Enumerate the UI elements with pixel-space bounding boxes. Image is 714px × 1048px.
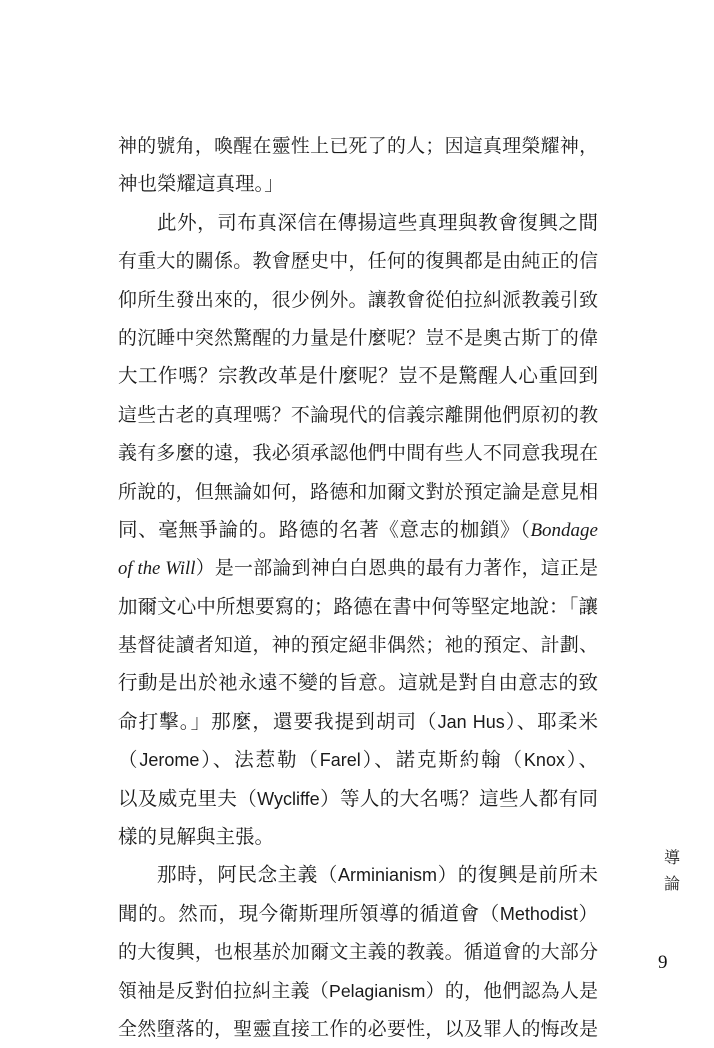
- text-line: [118, 549, 598, 587]
- text-run: 這些古老的真理嗎？不論現代的信義宗離開他們原初的教: [118, 403, 598, 426]
- latin-name: Methodist: [499, 903, 578, 924]
- text-run: ）是一部論到神白白恩典的最有力著作，這正是: [195, 557, 599, 580]
- text-run: 仰所生發出來的，很少例外。讓教會從伯拉糾派教義引致: [118, 288, 598, 311]
- text-line: [118, 933, 598, 971]
- text-run: 大工作嗎？宗教改革是什麼呢？豈不是驚醒人心重回到: [118, 364, 598, 388]
- text-run: 義有多麼的遠，我必須承認他們中間有些人不同意我現在: [118, 442, 598, 465]
- text-run: 全然墮落的，聖靈直接工作的必要性，以及罪人的悔改是: [118, 1017, 598, 1040]
- text-line: [118, 165, 598, 203]
- text-run: （: [118, 748, 140, 772]
- text-run: 的沉睡中突然驚醒的力量是什麼呢？豈不是奧古斯丁的偉: [118, 326, 598, 349]
- text-run: ）、: [564, 748, 598, 772]
- paragraph-start-line: [118, 204, 598, 242]
- text-run: ）、法惹勒（: [199, 748, 320, 772]
- text-run: 領袖是反對伯拉糾主義（: [118, 980, 330, 1002]
- text-run: ）等人的大名嗎？這些人都有同: [319, 786, 598, 810]
- text-run: 神也榮耀這真理。」: [118, 172, 284, 196]
- text-line: [118, 780, 598, 818]
- text-run: 有重大的關係。教會歷史中，任何的復興都是由純正的信: [118, 250, 598, 273]
- text-line: [118, 473, 598, 511]
- page-number: 9: [658, 952, 668, 973]
- text-run: 神的號角，喚醒在靈性上已死了的人；因這真理榮耀神，: [118, 135, 598, 157]
- text-run: 加爾文心中所想要寫的；路德在書中何等堅定地說：「讓: [118, 594, 598, 618]
- latin-title: of the Will: [118, 558, 196, 580]
- text-run: 以及威克里夫（: [118, 786, 258, 810]
- text-line: [118, 1010, 598, 1048]
- side-label-char: 論: [663, 874, 680, 893]
- text-run: ）、耶柔米: [504, 709, 598, 733]
- text-line: [118, 703, 598, 741]
- text-run: 基督徒讀者知道，神的預定絕非偶然；祂的預定、計劃、: [118, 634, 598, 657]
- text-run: 那時，阿民念主義（: [157, 863, 339, 887]
- text-line: [118, 626, 598, 664]
- text-line: [118, 396, 598, 434]
- text-line: [118, 664, 598, 702]
- text-line: [118, 281, 598, 319]
- latin-name: Wycliffe: [257, 788, 320, 809]
- text-line: [118, 511, 598, 549]
- text-line: [118, 895, 598, 933]
- text-run: 的大復興，也根基於加爾文主義的教義。循道會的大部分: [118, 941, 598, 964]
- text-run: 同、毫無爭論的。路德的名著《意志的枷鎖》（: [118, 517, 531, 541]
- text-line: [118, 319, 598, 357]
- latin-name: Jerome: [139, 750, 200, 771]
- paragraph-start-line: [118, 856, 598, 894]
- text-line: [118, 741, 598, 779]
- text-run: 聞的。然而，現今衛斯理所領導的循道會（: [118, 901, 500, 925]
- text-line: [118, 588, 598, 626]
- latin-title: Bondage: [530, 519, 598, 541]
- body-text: [118, 127, 598, 1048]
- text-run: 此外，司布真深信在傳揚這些真理與教會復興之間: [157, 210, 598, 234]
- text-run: 樣的見解與主張。: [118, 825, 275, 849]
- text-line: [118, 357, 598, 395]
- text-line: [118, 434, 598, 472]
- text-line: [118, 242, 598, 280]
- text-line: [118, 127, 598, 165]
- text-run: ）、諾克斯約翰（: [360, 748, 524, 772]
- text-run: 所說的，但無論如何，路德和加爾文對於預定論是意見相: [118, 480, 598, 503]
- text-run: ）的，他們認為人是: [425, 980, 599, 1002]
- text-run: 行動是出於祂永遠不變的旨意。這就是對自由意志的致: [118, 671, 598, 695]
- text-run: ）的復興是前所未: [437, 863, 598, 887]
- text-run: ）: [577, 901, 598, 925]
- latin-name: Knox: [523, 750, 565, 771]
- latin-name: Jan Hus: [437, 711, 505, 732]
- text-line: [118, 818, 598, 856]
- latin-name: Arminianism: [338, 865, 438, 886]
- text-line: [118, 972, 598, 1010]
- side-label-char: 導: [663, 848, 680, 867]
- text-run: 命打擊。」那麼，還要我提到胡司（: [118, 709, 438, 733]
- chapter-side-label: [661, 845, 683, 897]
- latin-name: Pelagianism: [329, 980, 426, 1001]
- latin-name: Farel: [319, 750, 361, 771]
